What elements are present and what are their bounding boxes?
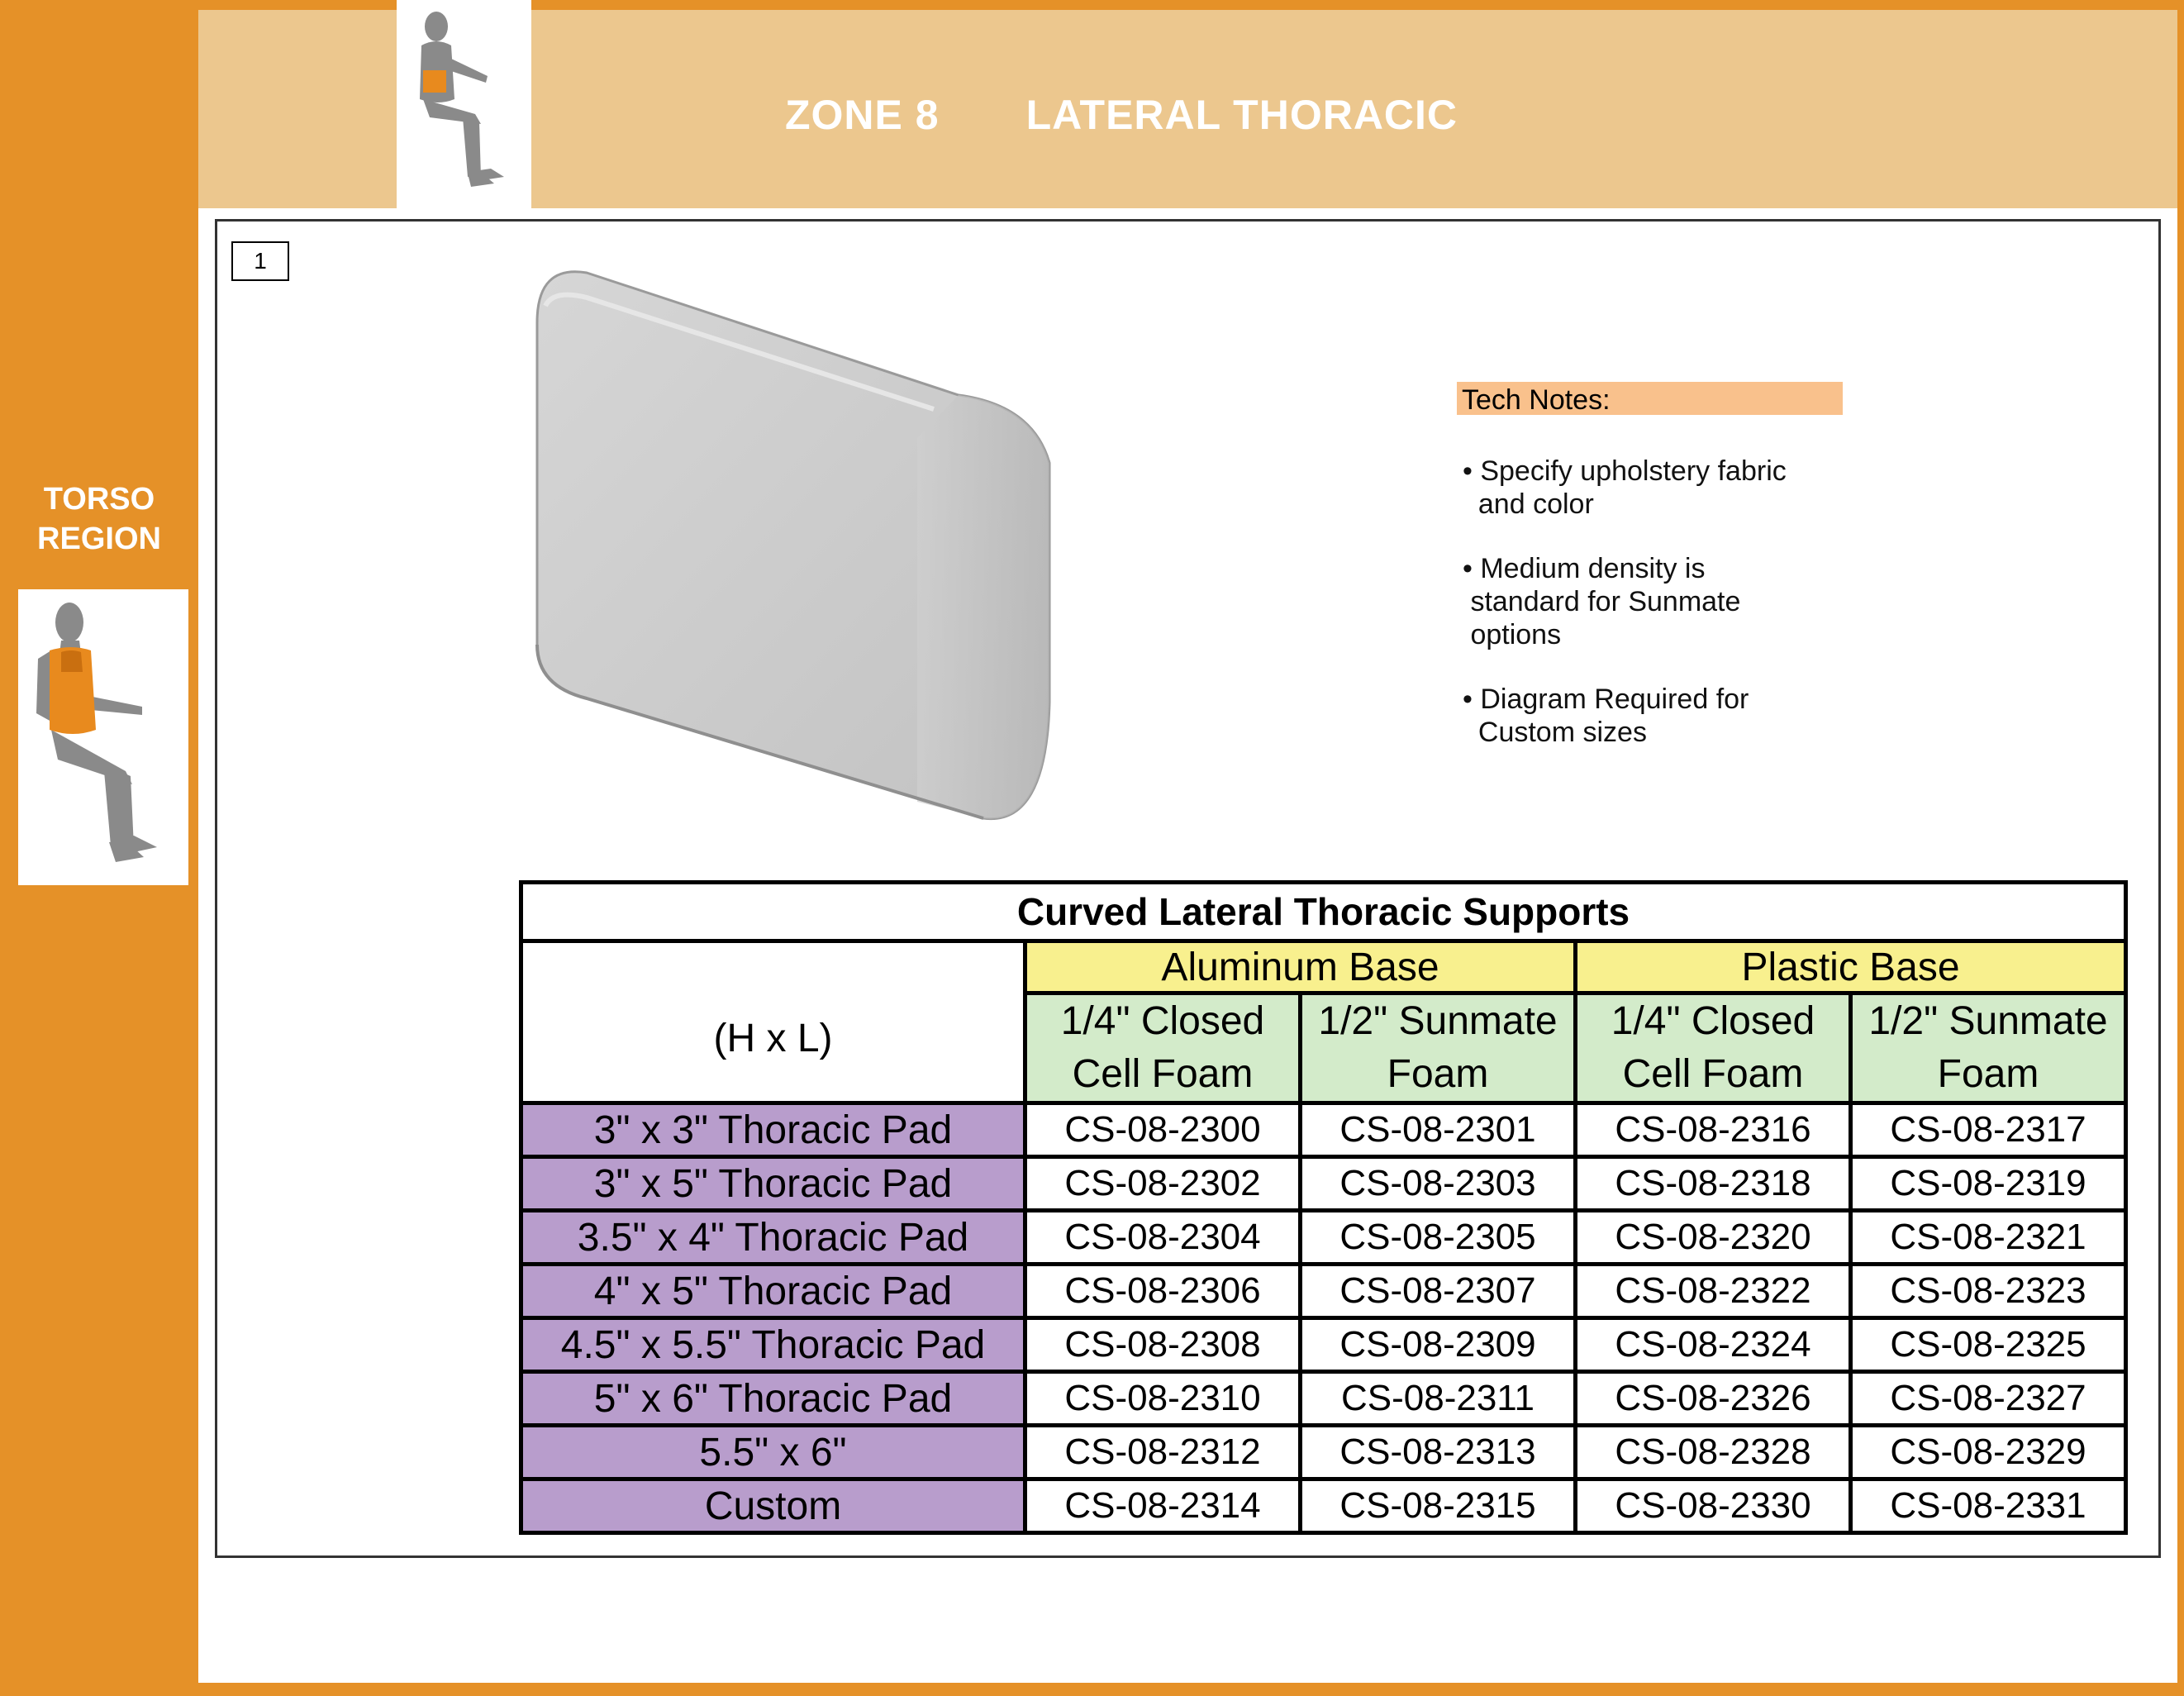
top-border [0, 0, 2184, 10]
part-number: CS-08-2324 [1576, 1318, 1851, 1372]
row-size-label: 3" x 3" Thoracic Pad [521, 1103, 1025, 1157]
part-number: CS-08-2318 [1576, 1157, 1851, 1211]
table-row [521, 1265, 2126, 1318]
part-number: CS-08-2331 [1851, 1479, 2126, 1533]
item-number-box: 1 [231, 241, 289, 281]
material-header: 1/4" Closed Cell Foam [1025, 993, 1301, 1103]
zone-number: ZONE 8 [785, 92, 940, 138]
part-number: CS-08-2321 [1851, 1211, 2126, 1265]
table-row [521, 1426, 2126, 1479]
table-caption: Curved Lateral Thoracic Supports [521, 883, 2126, 941]
part-number: CS-08-2301 [1301, 1103, 1576, 1157]
part-number: CS-08-2326 [1576, 1372, 1851, 1426]
row-size-label: 5" x 6" Thoracic Pad [521, 1372, 1025, 1426]
zone-figure-thumbnail [397, 0, 531, 208]
right-border [2177, 0, 2184, 1696]
part-number: CS-08-2311 [1301, 1372, 1576, 1426]
aluminum-base-header: Aluminum Base [1025, 941, 1576, 993]
part-number: CS-08-2305 [1301, 1211, 1576, 1265]
part-number: CS-08-2325 [1851, 1318, 2126, 1372]
region-label [0, 479, 198, 559]
part-number: CS-08-2322 [1576, 1265, 1851, 1318]
part-number: CS-08-2315 [1301, 1479, 1576, 1533]
thoracic-pad-image [521, 256, 1264, 839]
tech-note-2: • Medium density is standard for Sunmate options [1463, 553, 1741, 650]
part-number: CS-08-2300 [1025, 1103, 1301, 1157]
material-header: 1/4" Closed Cell Foam [1576, 993, 1851, 1103]
part-number: CS-08-2304 [1025, 1211, 1301, 1265]
part-number: CS-08-2320 [1576, 1211, 1851, 1265]
bottom-border [0, 1683, 2184, 1696]
region-label-line1: TORSO [43, 482, 155, 517]
part-number: CS-08-2319 [1851, 1157, 2126, 1211]
table-row [521, 1211, 2126, 1265]
zone-name: LATERAL THORACIC [1025, 92, 1458, 138]
part-number: CS-08-2328 [1576, 1426, 1851, 1479]
table-row [521, 1318, 2126, 1372]
material-header: 1/2" Sunmate Foam [1851, 993, 2126, 1103]
part-number: CS-08-2330 [1576, 1479, 1851, 1533]
row-size-label: 5.5" x 6" [521, 1426, 1025, 1479]
part-number-table [519, 880, 2128, 1535]
table-row [521, 1103, 2126, 1157]
part-number: CS-08-2314 [1025, 1479, 1301, 1533]
tech-note-1: • Specify upholstery fabric and color [1463, 455, 1787, 520]
row-size-label: 3" x 5" Thoracic Pad [521, 1157, 1025, 1211]
region-label-line2: REGION [37, 522, 161, 556]
part-number: CS-08-2312 [1025, 1426, 1301, 1479]
part-number: CS-08-2309 [1301, 1318, 1576, 1372]
row-size-label: 3.5" x 4" Thoracic Pad [521, 1211, 1025, 1265]
part-number: CS-08-2306 [1025, 1265, 1301, 1318]
tech-notes-heading: Tech Notes: [1457, 382, 1843, 415]
part-number: CS-08-2329 [1851, 1426, 2126, 1479]
plastic-base-header: Plastic Base [1576, 941, 2126, 993]
part-number: CS-08-2302 [1025, 1157, 1301, 1211]
size-column-header: (H x L) [521, 941, 1025, 1103]
part-number: CS-08-2307 [1301, 1265, 1576, 1318]
zone-title [785, 91, 1458, 139]
part-number: CS-08-2316 [1576, 1103, 1851, 1157]
row-size-label: 4" x 5" Thoracic Pad [521, 1265, 1025, 1318]
row-size-label: 4.5" x 5.5" Thoracic Pad [521, 1318, 1025, 1372]
material-header: 1/2" Sunmate Foam [1301, 993, 1576, 1103]
part-number: CS-08-2323 [1851, 1265, 2126, 1318]
table-row [521, 1372, 2126, 1426]
part-number: CS-08-2317 [1851, 1103, 2126, 1157]
part-number: CS-08-2310 [1025, 1372, 1301, 1426]
table-row [521, 1157, 2126, 1211]
row-size-label: Custom [521, 1479, 1025, 1533]
part-number: CS-08-2303 [1301, 1157, 1576, 1211]
part-number: CS-08-2313 [1301, 1426, 1576, 1479]
part-number: CS-08-2308 [1025, 1318, 1301, 1372]
part-number: CS-08-2327 [1851, 1372, 2126, 1426]
table-row [521, 1479, 2126, 1533]
tech-note-3: • Diagram Required for Custom sizes [1463, 684, 1749, 748]
region-figure-thumbnail [18, 589, 188, 885]
